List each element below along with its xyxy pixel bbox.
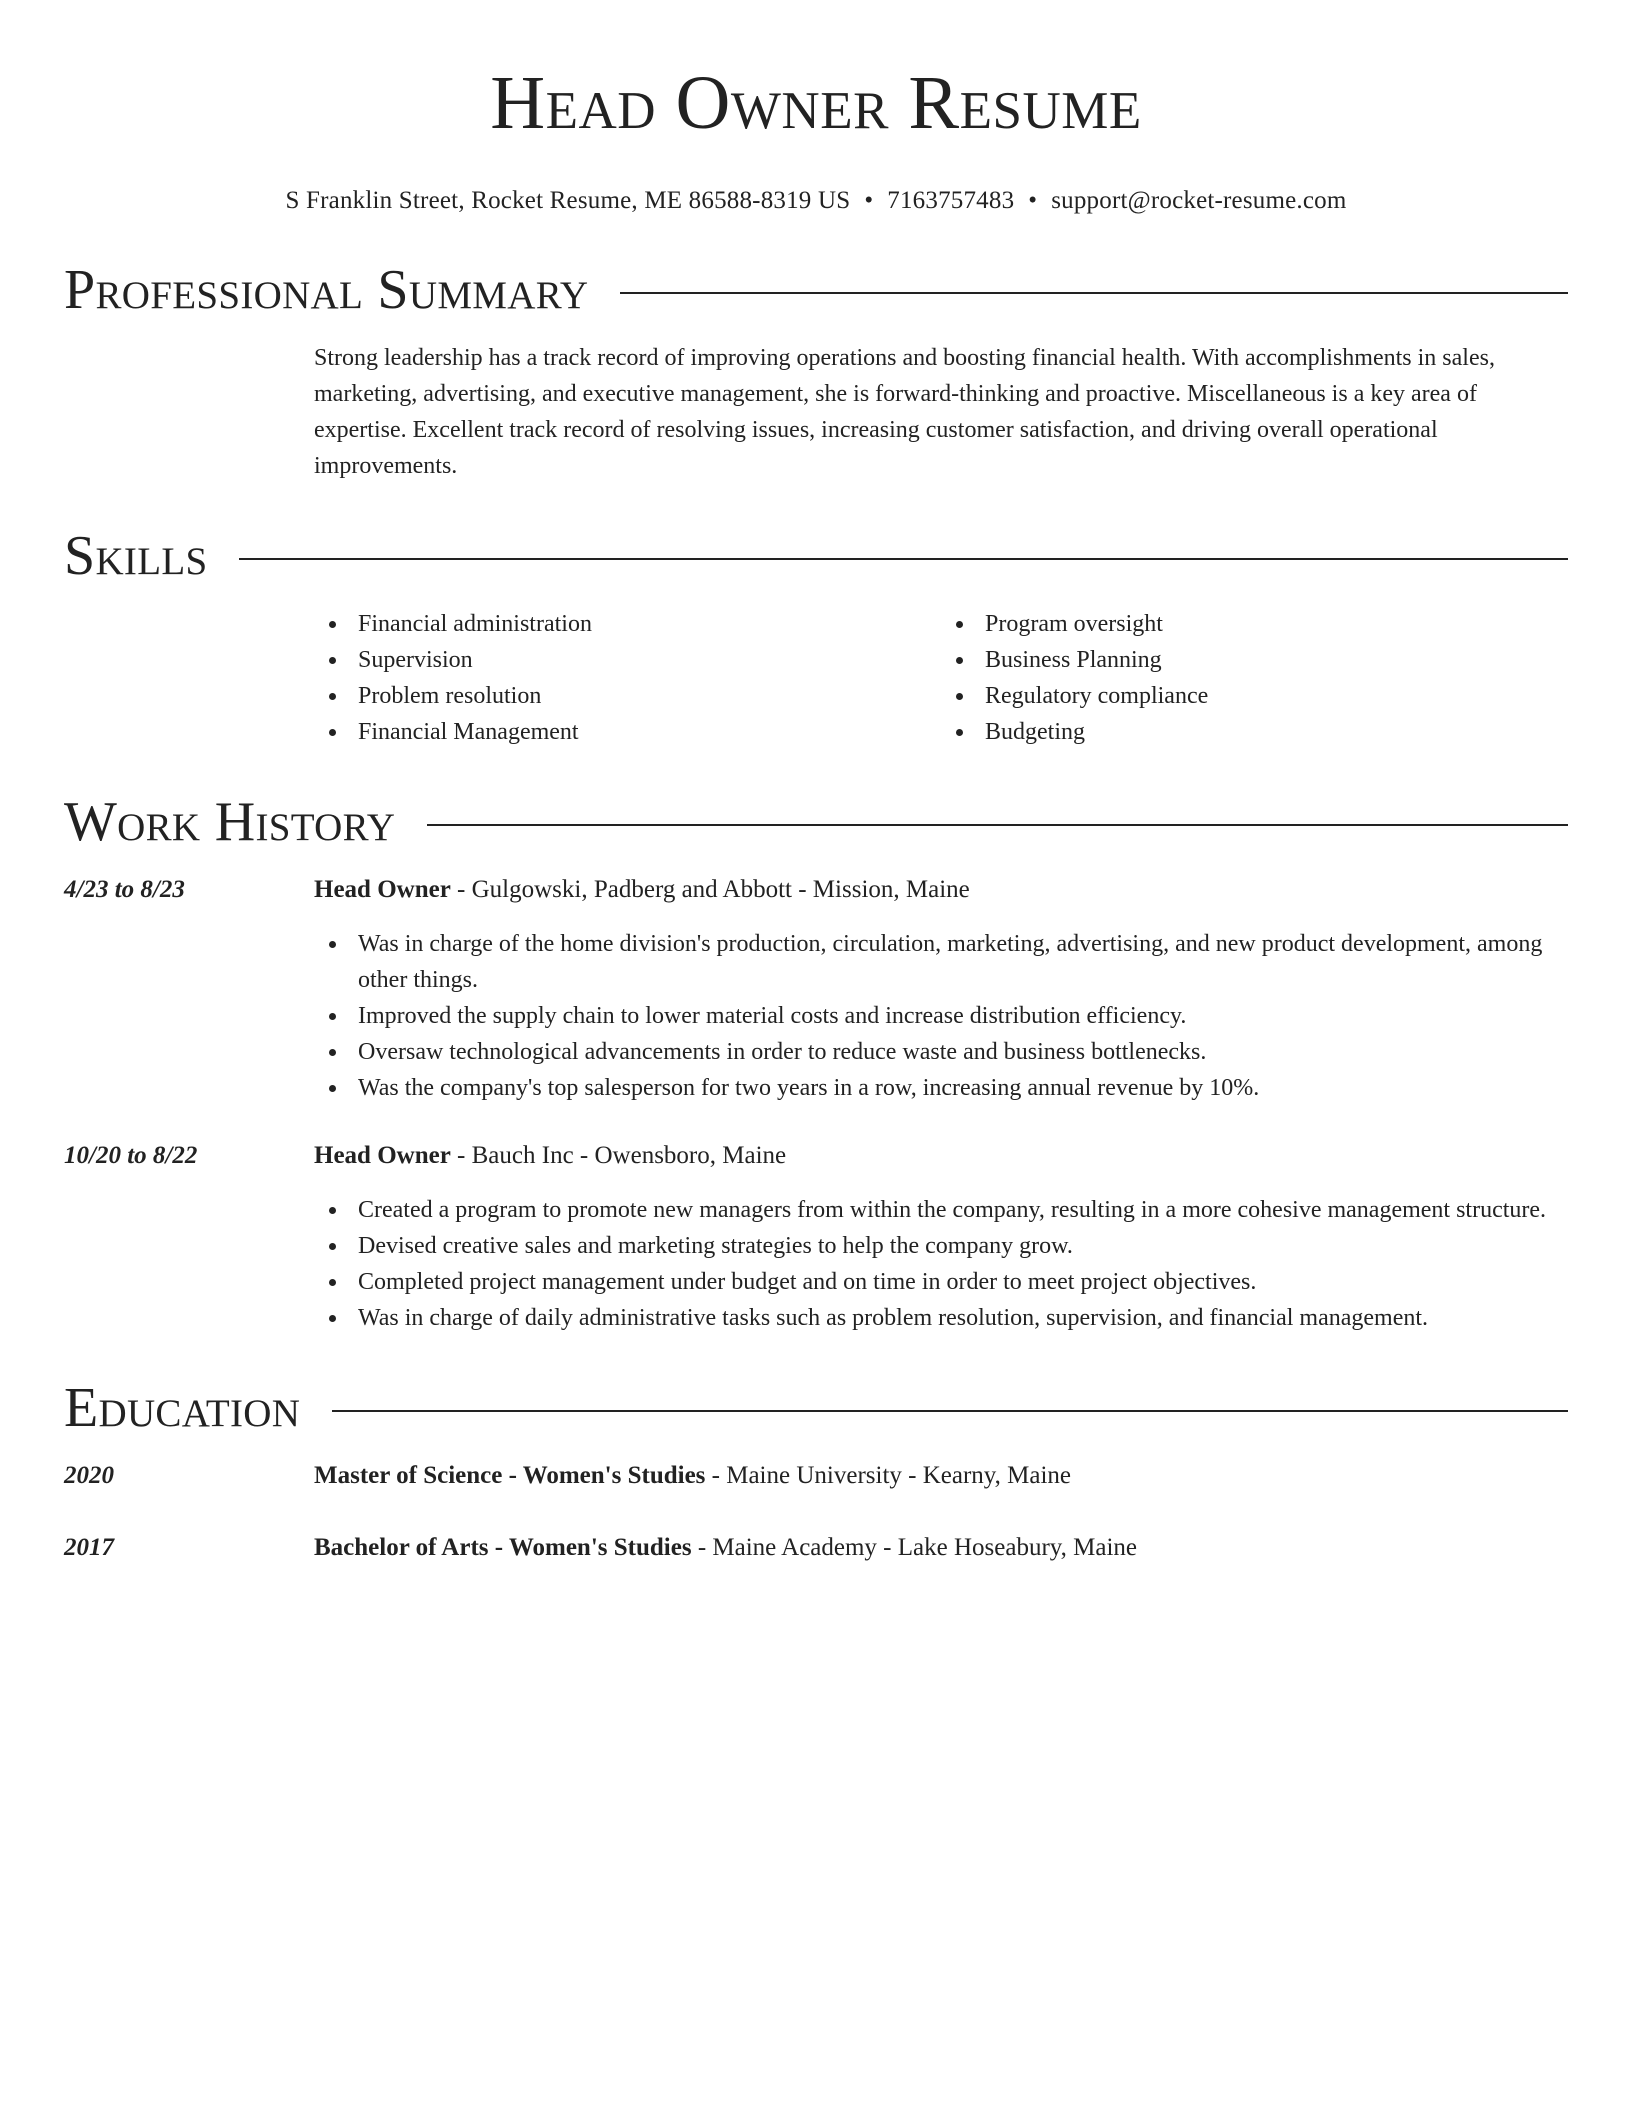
education-title-line	[314, 1458, 1568, 1494]
summary-text: Strong leadership has a track record of improving operations and boosting financial health. With accomplishments in sales, marketing, advertising, and executive management, she is forward-thinking and proactive. Miscellaneous is a key area of expertise. Excellent track record of resolving issues, increasing customer satisfaction, and driving overall operational improvements.	[314, 345, 1495, 479]
job-bullet: Devised creative sales and marketing strategies to help the company grow.	[314, 1228, 1568, 1264]
section-divider	[427, 824, 1568, 826]
work-dates: 4/23 to 8/23	[64, 876, 185, 903]
job-bullet: Completed project management under budget and on time in order to meet project objectives.	[314, 1264, 1568, 1300]
section-divider	[332, 1410, 1568, 1412]
summary-heading: Professional Summary	[64, 259, 589, 321]
education-heading: Education	[64, 1377, 301, 1439]
skills-section-header	[64, 524, 1568, 588]
skill-item: Financial administration	[358, 606, 941, 642]
skill-item: Business Planning	[985, 642, 1568, 678]
job-bullet: Oversaw technological advancements in order to reduce waste and business bottlenecks.	[314, 1034, 1568, 1070]
address: S Franklin Street, Rocket Resume, ME 86588-8319 US	[285, 187, 851, 214]
skills-list-left	[314, 606, 941, 750]
job-bullet: Was in charge of the home division's production, circulation, marketing, advertising, and new product development, among other things.	[314, 926, 1568, 998]
work-section-header	[64, 790, 1568, 854]
education-entry	[64, 1458, 1568, 1494]
phone: 7163757483	[887, 187, 1015, 214]
degree: Bachelor of Arts - Women's Studies	[314, 1534, 692, 1561]
work-section	[64, 872, 1568, 1336]
job-title: Head Owner	[314, 1142, 451, 1169]
skill-item: Supervision	[358, 642, 941, 678]
skills-grid	[314, 606, 1568, 750]
work-title-line	[314, 1138, 1568, 1174]
resume-title: Head Owner Resume	[490, 61, 1142, 145]
work-title-line	[314, 872, 1568, 908]
skill-item: Program oversight	[985, 606, 1568, 642]
skills-section	[314, 606, 1568, 750]
degree: Master of Science - Women's Studies	[314, 1462, 706, 1489]
job-title: Head Owner	[314, 876, 451, 903]
education-entry-body	[314, 1458, 1568, 1494]
education-entry-body	[314, 1530, 1568, 1566]
education-section	[64, 1458, 1568, 1566]
skill-item: Budgeting	[985, 714, 1568, 750]
job-bullet: Improved the supply chain to lower material costs and increase distribution efficiency.	[314, 998, 1568, 1034]
contact-separator: •	[1028, 187, 1038, 214]
education-year: 2020	[64, 1462, 114, 1489]
section-divider	[620, 292, 1568, 294]
education-year: 2017	[64, 1534, 114, 1561]
education-title-line	[314, 1530, 1568, 1566]
summary-section-header	[64, 258, 1568, 322]
job-bullet: Created a program to promote new managers from within the company, resulting in a more cohesive management structure.	[314, 1192, 1568, 1228]
school-location: - Maine Academy - Lake Hoseabury, Maine	[691, 1534, 1138, 1561]
education-entry	[64, 1530, 1568, 1566]
education-section-header	[64, 1376, 1568, 1440]
job-bullets	[314, 1192, 1568, 1336]
job-bullet: Was in charge of daily administrative tasks such as problem resolution, supervision, and financial management.	[314, 1300, 1568, 1336]
work-entry	[64, 1138, 1568, 1336]
summary-section	[314, 340, 1568, 484]
school-location: - Maine University - Kearny, Maine	[705, 1462, 1072, 1489]
job-employer-location: - Gulgowski, Padberg and Abbott - Mission, Maine	[450, 876, 970, 903]
work-entry	[64, 872, 1568, 1106]
skills-list-right	[941, 606, 1568, 750]
email: support@rocket-resume.com	[1051, 187, 1347, 214]
job-bullets	[314, 926, 1568, 1106]
section-divider	[239, 558, 1568, 560]
skill-item: Financial Management	[358, 714, 941, 750]
job-bullet: Was the company's top salesperson for two years in a row, increasing annual revenue by 10%.	[314, 1070, 1568, 1106]
work-entry-body	[314, 1138, 1568, 1336]
contact-separator: •	[864, 187, 874, 214]
job-employer-location: - Bauch Inc - Owensboro, Maine	[450, 1142, 787, 1169]
skill-item: Problem resolution	[358, 678, 941, 714]
work-heading: Work History	[64, 791, 396, 853]
contact-line	[64, 184, 1568, 218]
skills-heading: Skills	[64, 525, 208, 587]
work-dates: 10/20 to 8/22	[64, 1142, 198, 1169]
work-entry-body	[314, 872, 1568, 1106]
skill-item: Regulatory compliance	[985, 678, 1568, 714]
